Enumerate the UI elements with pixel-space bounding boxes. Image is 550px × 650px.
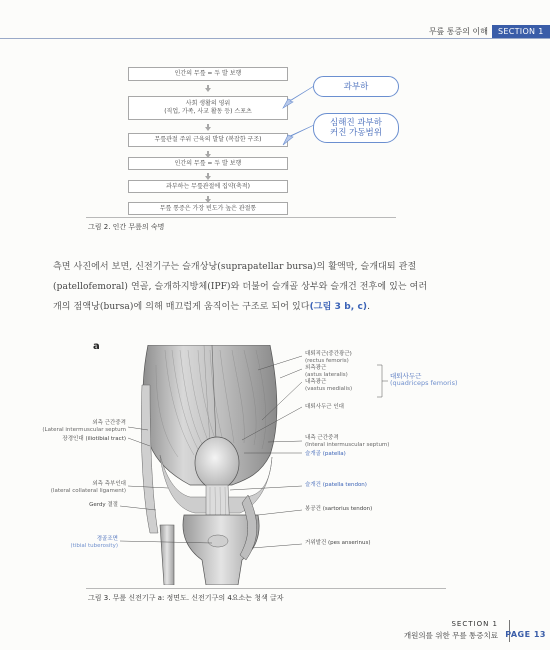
label-lateral-collateral-ligament — [10, 481, 126, 495]
body-paragraph — [53, 257, 493, 317]
label-en: (vastus medialis) — [305, 386, 353, 392]
footer-title: 개원의를 위한 무릎 통증치료 — [403, 631, 498, 640]
flow-arrow — [205, 124, 212, 131]
flow-box-text: (직업, 가족, 사교 활동 등) 스포츠 — [164, 108, 252, 115]
label-en: (patella) — [322, 451, 346, 457]
label-ko: 슬개골 — [305, 451, 321, 457]
callout-text: 과부하 — [343, 81, 369, 92]
label-ko: 거위발건 — [305, 540, 327, 546]
figure-rule — [86, 588, 446, 589]
flow-box-1 — [128, 67, 288, 81]
figure-rule — [86, 217, 396, 218]
header-title: 무릎 통증의 이해 — [428, 27, 488, 36]
figure-panel-label: a — [93, 341, 100, 352]
label-en: (Interal intermuscular septum) — [305, 442, 390, 448]
label-ko: 경골조면 — [96, 536, 118, 542]
label-pes-anserinus — [305, 540, 371, 547]
label-gerdy-tubercle — [10, 502, 118, 509]
flow-box-text: 무릎 통증은 가장 빈도가 높은 관절통 — [159, 204, 257, 212]
label-vastus-medialis — [305, 379, 352, 393]
paragraph-line: 측면 사진에서 보면, 신전기구는 슬개상낭(suprapatellar bursa)의 활액막, 슬개대퇴 관절 — [53, 262, 417, 272]
label-patella — [305, 451, 346, 458]
paragraph-line — [53, 297, 493, 317]
flow-box-5 — [128, 180, 288, 193]
label-sartorius-tendon — [305, 506, 372, 513]
callout-text: 커진 가동범위 — [330, 128, 382, 138]
paragraph-line: (patellofemoral) 연골, 슬개하지방체(IPF)와 더불어 슬개골 상부와 슬개건 전후에 있는 여러 — [53, 282, 428, 292]
flow-arrow — [205, 173, 212, 180]
callout-text: 심해진 과부하 — [330, 118, 382, 128]
flow-arrow — [205, 85, 212, 92]
callout-severe-overload — [313, 113, 399, 143]
label-ko: 봉공건 — [305, 506, 321, 512]
label-en: (astus lateralis) — [305, 372, 348, 378]
label-en: (rectus femoris) — [305, 358, 349, 364]
page-number: PAGE 13 — [505, 630, 546, 639]
label-tibial-tuberosity — [10, 536, 118, 550]
flow-box-text: 인간의 무릎 = 두 발 보행 — [174, 159, 242, 167]
label-en: (tibial tuberosity) — [70, 543, 118, 549]
header-section-badge: SECTION 1 — [492, 25, 550, 39]
label-patella-tendon — [305, 482, 367, 489]
flow-box-text: 과부하는 무릎관절에 집약(축적) — [166, 182, 250, 190]
flow-box-text: 무릎관절 주위 근육의 발달 (복잡한 구조) — [154, 136, 262, 143]
label-rectus-femoris — [305, 351, 352, 365]
label-ko: 외측 근간중격 — [92, 420, 126, 426]
label-ko: 내측 근간중격 — [305, 435, 339, 441]
label-ko: 대퇴사두근 인대 — [305, 404, 344, 410]
label-en: (quadriceps femoris) — [390, 379, 458, 387]
flow-box-text: 인간의 무릎 = 두 발 보행 — [174, 70, 242, 77]
figure-3-caption: 그림 3. 무릎 신전기구 a: 정면도. 신전기구의 4요소는 청색 글자 — [88, 594, 284, 602]
callout-overload — [313, 76, 399, 97]
label-ko: 대퇴직근(중간광근) — [305, 351, 352, 357]
label-en: (sartorius tendon) — [322, 506, 373, 512]
figure-2-caption: 그림 2. 인간 무릎의 숙명 — [88, 223, 165, 231]
flow-box-2 — [128, 96, 288, 120]
label-ko: 내측광근 — [305, 379, 327, 385]
label-quadriceps-group — [390, 373, 458, 387]
figure-reference: (그림 3 b, c) — [309, 302, 368, 312]
label-ko: 외측광근 — [305, 365, 327, 371]
label-en: (lateral collateral ligament) — [50, 488, 126, 494]
flow-box-4 — [128, 157, 288, 170]
label-ko: 장경인대 — [62, 436, 84, 442]
label-ko: 슬개건 — [305, 482, 321, 488]
footer-section: SECTION 1 — [451, 620, 498, 628]
label-quadriceps-ligament — [305, 404, 344, 411]
label-lateral-septum — [10, 420, 126, 434]
label-en: (patella tendon) — [322, 482, 367, 488]
header-rule — [0, 38, 550, 39]
flow-box-3 — [128, 133, 288, 147]
label-ko: 대퇴사두근 — [390, 372, 422, 380]
label-leader-lines — [0, 340, 550, 590]
flow-box-6 — [128, 202, 288, 215]
label-en: (iliotibial tract) — [85, 436, 126, 442]
flow-box-text: 사회 생활의 영위 — [185, 100, 231, 107]
paragraph-text: . — [367, 302, 371, 312]
label-en: (Lateral intermuscular septum — [42, 427, 126, 433]
label-iliotibial-tract — [10, 436, 126, 443]
label-vastus-lateralis — [305, 365, 348, 379]
label-ko: 외측 측부인대 — [92, 481, 126, 487]
paragraph-text: 개의 점액낭(bursa)에 의해 매끄럽게 움직이는 구조로 되어 있다 — [53, 302, 310, 312]
label-ko: Gerdy 결절 — [89, 502, 118, 508]
label-medial-septum — [305, 435, 389, 449]
label-en: (pes anserinus) — [328, 540, 371, 546]
